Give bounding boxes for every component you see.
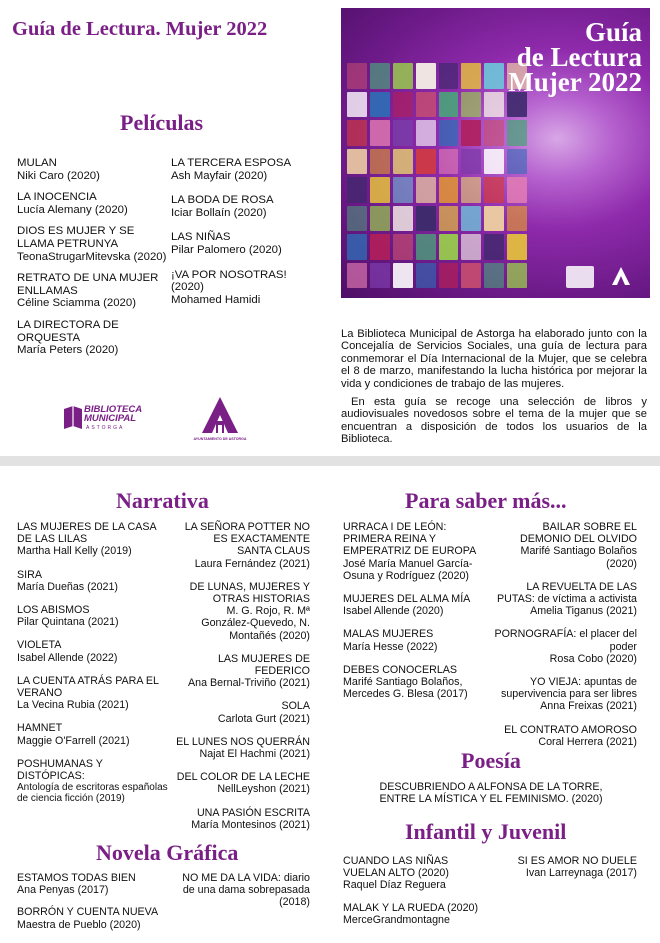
novela-grafica-left-column: [17, 872, 172, 940]
book-cover-thumbnail: [484, 63, 504, 89]
book-cover-thumbnail: [507, 234, 527, 260]
book-cover-thumbnail: [484, 120, 504, 146]
narrativa-left-column: [17, 521, 170, 813]
book-cover-thumbnail: [393, 120, 413, 146]
list-item: LA BODA DE ROSA Iciar Bollaín (2020): [171, 194, 274, 219]
book-cover-thumbnail: [507, 177, 527, 203]
section-title-peliculas: Películas: [120, 110, 204, 135]
book-cover-thumbnail: [461, 263, 481, 289]
list-item: LA DIRECTORA DE ORQUESTA María Peters (2020): [17, 318, 119, 357]
list-item: LA REVUELTA DE LAS PUTAS: de víctima a activista Amelia Tiganus (2021): [497, 580, 637, 618]
section-title-narrativa: Narrativa: [116, 488, 209, 513]
book-cover-thumbnail: [507, 149, 527, 175]
cover-logo-biblioteca: [566, 266, 594, 288]
cover-image: [341, 8, 650, 298]
intro-paragraph-2: En esta guía se recoge una selección de libros y audiovisuales novedosos sobre el tema de la mujer que se encuentran a disposición de todos los usuarios de la Biblioteca.: [341, 396, 647, 446]
list-item: DIOS ES MUJER Y SE LLAMA PETRUNYA TeonaStrugarMitevska (2020): [17, 225, 167, 263]
list-item: MULAN Niki Caro (2020): [17, 157, 100, 182]
ayuntamiento-logo: AYUNTAMIENTO DE ASTORGA: [190, 395, 250, 447]
list-item: BORRÓN Y CUENTA NUEVA Maestra de Pueblo (2020): [17, 906, 159, 931]
list-item: HAMNET Maggie O'Farrell (2021): [17, 722, 130, 747]
book-cover-thumbnail: [393, 177, 413, 203]
list-item: SI ES AMOR NO DUELE Ivan Larreynaga (2017): [517, 855, 637, 880]
book-cover-thumbnail: [484, 149, 504, 175]
page-title: Guía de Lectura. Mujer 2022: [12, 18, 268, 40]
book-cover-thumbnail: [461, 234, 481, 260]
book-cover-thumbnail: [461, 149, 481, 175]
book-cover-thumbnail: [370, 149, 390, 175]
list-item: MALAS MUJERES María Hesse (2022): [343, 628, 438, 653]
list-item: POSHUMANAS Y DISTÓPICAS: Antología de escritoras españolas de ciencia ficción (2019): [17, 757, 168, 805]
book-cover-thumbnail: [461, 63, 481, 89]
book-cover-thumbnail: [347, 92, 367, 118]
list-item: LA TERCERA ESPOSA Ash Mayfair (2020): [171, 157, 292, 182]
list-item: SOLA Carlota Gurt (2021): [217, 700, 310, 725]
book-cover-thumbnail: [393, 149, 413, 175]
book-cover-thumbnail: [484, 177, 504, 203]
book-cover-thumbnail: [393, 263, 413, 289]
book-cover-thumbnail: [370, 120, 390, 146]
list-item: MALAK Y LA RUEDA (2020) MerceGrandmontagne: [343, 901, 479, 926]
book-cover-thumbnail: [416, 92, 436, 118]
book-cover-thumbnail: [370, 63, 390, 89]
book-cover-thumbnail: [461, 92, 481, 118]
book-cover-thumbnail: [461, 177, 481, 203]
book-cover-thumbnail: [393, 206, 413, 232]
list-item: LA SEÑORA POTTER NO ES EXACTAMENTE SANTA CLAUS Laura Fernández (2021): [184, 521, 310, 570]
book-cover-thumbnail: [439, 206, 459, 232]
book-cover-thumbnail: [507, 206, 527, 232]
book-cover-thumbnail: [370, 177, 390, 203]
book-cover-thumbnail: [439, 63, 459, 89]
list-item: EL CONTRATO AMOROSO Coral Herrera (2021): [504, 723, 637, 748]
list-item: DEL COLOR DE LA LECHE NellLeyshon (2021): [176, 771, 310, 796]
book-cover-thumbnail: [370, 234, 390, 260]
book-cover-thumbnail: [416, 63, 436, 89]
book-cover-thumbnail: [347, 234, 367, 260]
book-cover-thumbnail: [507, 120, 527, 146]
book-cover-thumbnail: [393, 92, 413, 118]
book-icon: [62, 405, 84, 431]
book-cover-thumbnail: [347, 120, 367, 146]
book-cover-thumbnail: [439, 263, 459, 289]
book-cover-thumbnail: [370, 206, 390, 232]
infantil-left-column: [343, 855, 483, 935]
list-item: LAS NIÑAS Pilar Palomero (2020): [171, 231, 282, 256]
list-item: LAS MUJERES DE LA CASA DE LAS LILAS Martha Hall Kelly (2019): [17, 521, 156, 558]
section-title-novela-grafica: Novela Gráfica: [96, 840, 239, 865]
list-item: DE LUNAS, MUJERES Y OTRAS HISTORIAS M. G. Rojo, R. Mª González-Quevedo, N. Montañés (2020): [189, 580, 310, 642]
narrativa-right-column: [176, 521, 310, 840]
list-item: RETRATO DE UNA MUJER ENLLAMAS Céline Sciamma (2020): [17, 272, 159, 310]
section-title-poesia: Poesía: [461, 748, 521, 773]
book-cover-thumbnail: [484, 206, 504, 232]
book-cover-thumbnail: [461, 206, 481, 232]
page-divider: [0, 456, 660, 466]
book-cover-thumbnail: [416, 263, 436, 289]
list-item: VIOLETA Isabel Allende (2022): [17, 639, 118, 664]
list-item: YO VIEJA: apuntas de supervivencia para ser libres Anna Freixas (2021): [500, 676, 637, 713]
book-cover-thumbnail: [461, 120, 481, 146]
saber-mas-right-column: [490, 521, 637, 757]
list-item: MUJERES DEL ALMA MÍA Isabel Allende (2020): [343, 593, 471, 618]
list-item: CUANDO LAS NIÑAS VUELAN ALTO (2020) Raquel Díaz Reguera: [343, 855, 449, 892]
poesia-entry: DESCUBRIENDO A ALFONSA DE LA TORRE, ENTRE LA MÍSTICA Y EL FEMINISMO. (2020): [379, 781, 603, 806]
intro-paragraph: La Biblioteca Municipal de Astorga ha elaborado junto con la Concejalía de Servicios Sociales, una guía de lectura para conmemorar el Día Internacional de la Mujer, que se celebra el 8 de marzo, manifestando la lucha histórica por mejorar la vida y condiciones de trabajo de las mujeres.: [341, 328, 647, 390]
book-cover-thumbnail: [439, 120, 459, 146]
section-title-para-saber-mas: Para saber más...: [405, 488, 567, 513]
list-item: ¡VA POR NOSOTRAS! (2020) Mohamed Hamidi: [171, 268, 287, 306]
book-covers-collage: [347, 63, 527, 288]
cover-title: Guía de Lectura Mujer 2022: [508, 17, 642, 97]
book-cover-thumbnail: [370, 92, 390, 118]
book-cover-thumbnail: [484, 263, 504, 289]
infantil-right-column: [500, 855, 637, 879]
book-cover-thumbnail: [439, 149, 459, 175]
peliculas-left-column: [17, 157, 167, 366]
list-item: SIRA María Dueñas (2021): [17, 568, 118, 593]
book-cover-thumbnail: [347, 177, 367, 203]
book-cover-thumbnail: [393, 234, 413, 260]
list-item: EL LUNES NOS QUERRÁN Najat El Hachmi (2021): [176, 735, 310, 761]
list-item: NO ME DA LA VIDA: diario de una dama sobrepasada (2018): [182, 872, 310, 909]
list-item: LAS MUJERES DE FEDERICO Ana Bernal-Triviño (2021): [188, 652, 310, 690]
book-cover-thumbnail: [416, 120, 436, 146]
book-cover-thumbnail: [416, 177, 436, 203]
book-cover-thumbnail: [347, 149, 367, 175]
book-cover-thumbnail: [347, 206, 367, 232]
book-cover-thumbnail: [416, 206, 436, 232]
peliculas-right-column: [171, 157, 321, 315]
section-title-infantil-juvenil: Infantil y Juvenil: [405, 819, 567, 844]
list-item: URRACA I DE LEÓN: PRIMERA REINA Y EMPERATRIZ DE EUROPA José María Manuel García-Osuna y Rodríguez (2020): [343, 521, 477, 582]
list-item: PORNOGRAFÍA: el placer del poder Rosa Cobo (2020): [494, 628, 637, 665]
cover-logo-ayuntamiento-icon: [611, 266, 631, 286]
list-item: ESTAMOS TODAS BIEN Ana Penyas (2017): [17, 872, 136, 897]
novela-grafica-right-column: [172, 872, 310, 909]
list-item: DEBES CONOCERLAS Marifé Santiago Bolaños, Mercedes G. Blesa (2017): [343, 663, 468, 701]
book-cover-thumbnail: [439, 234, 459, 260]
book-cover-thumbnail: [439, 177, 459, 203]
letter-a-emblem-icon: [198, 395, 242, 435]
biblioteca-logo: BIBLIOTECA MUNICIPAL ASTORGA: [62, 403, 142, 433]
list-item: LOS ABISMOS Pilar Quintana (2021): [17, 604, 119, 629]
book-cover-thumbnail: [484, 92, 504, 118]
saber-mas-left-column: [343, 521, 478, 709]
book-cover-thumbnail: [507, 263, 527, 289]
book-cover-thumbnail: [439, 92, 459, 118]
book-cover-thumbnail: [416, 149, 436, 175]
book-cover-thumbnail: [347, 63, 367, 89]
list-item: LA INOCENCIA Lucía Alemany (2020): [17, 191, 128, 216]
book-cover-thumbnail: [370, 263, 390, 289]
book-cover-thumbnail: [393, 63, 413, 89]
list-item: LA CUENTA ATRÁS PARA EL VERANO La Vecina Rubia (2021): [17, 674, 159, 712]
book-cover-thumbnail: [416, 234, 436, 260]
book-cover-thumbnail: [484, 234, 504, 260]
list-item: BAILAR SOBRE EL DEMONIO DEL OLVIDO Marifé Santiago Bolaños (2020): [520, 521, 637, 570]
book-cover-thumbnail: [347, 263, 367, 289]
list-item: UNA PASIÓN ESCRITA María Montesinos (2021): [191, 806, 310, 831]
